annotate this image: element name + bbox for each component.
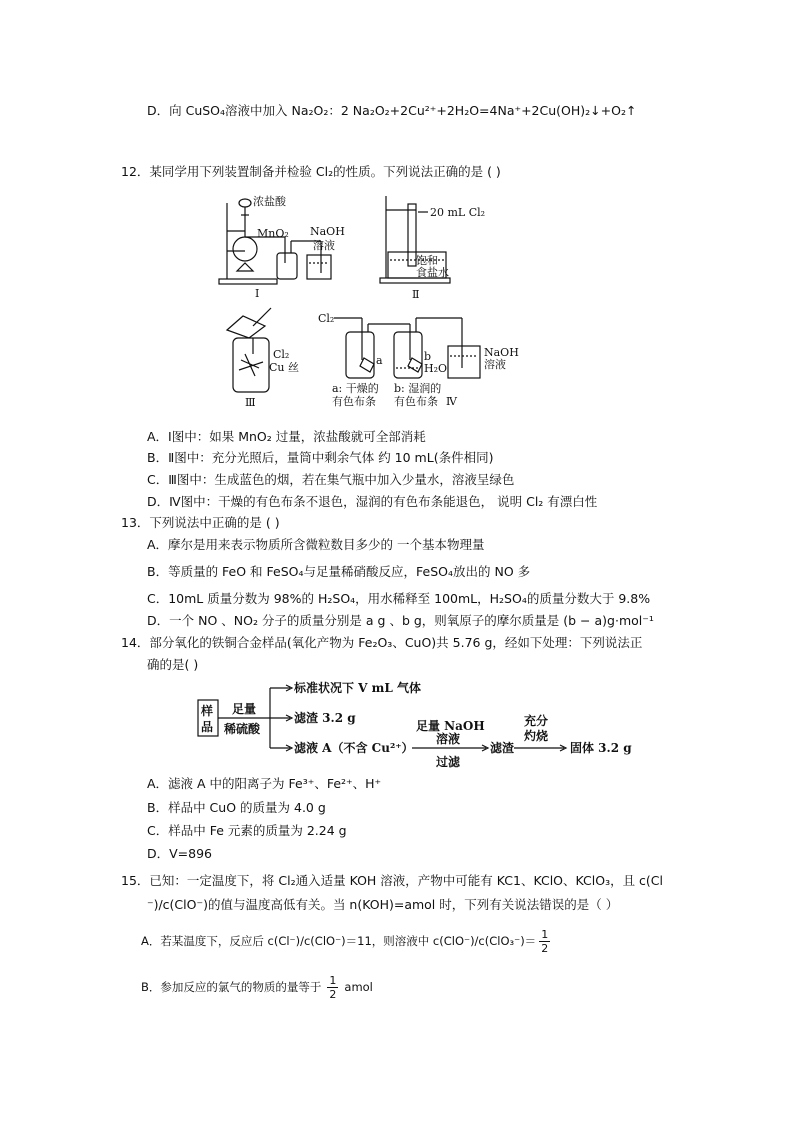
- fig4-caption-b1: b: 湿润的: [394, 382, 442, 395]
- q15-option-a-text: A．若某温度下，反应后 c(Cl⁻)/c(ClO⁻)＝11，则溶液中 c(ClO⁻)/c(ClO₃⁻)＝: [141, 934, 537, 948]
- flow-solid-label: 固体 3.2 g: [570, 741, 632, 755]
- fig2-label: Ⅱ: [412, 288, 420, 301]
- q15-option-b: [141, 974, 373, 1001]
- q12-option-c: C．Ⅲ图中：生成蓝色的烟，若在集气瓶中加入少量水，溶液呈绿色: [147, 472, 515, 487]
- fig1-naoh-label: NaOH: [310, 225, 345, 238]
- flow-residue-label: 滤渣 3.2 g: [294, 711, 356, 725]
- apparatus-figure-1: [215, 193, 345, 298]
- q12-stem: 12．某同学用下列装置制备并检验 Cl₂的性质。下列说法正确的是 ( ): [121, 164, 501, 179]
- fig1-mno2-label: MnO₂: [257, 227, 289, 240]
- q14-option-c: C．样品中 Fe 元素的质量为 2.24 g: [147, 823, 347, 838]
- fig4-b-label: b: [424, 350, 432, 363]
- fig1-solution-label: 溶液: [313, 239, 335, 252]
- fig2-brine-label: 食盐水: [416, 266, 449, 279]
- flow-burn-label1: 充分: [524, 714, 549, 728]
- q13-option-b: B．等质量的 FeO 和 FeSO₄与足量稀硝酸反应，FeSO₄放出的 NO 多: [147, 564, 531, 579]
- q14-option-d: D．V=896: [147, 846, 213, 861]
- flow-gas-label: 标准状况下 V mL 气体: [294, 681, 421, 695]
- fig4-naoh-label: NaOH: [484, 346, 519, 359]
- apparatus-figure-4: [318, 310, 538, 410]
- flow-acid-name: 稀硫酸: [224, 722, 261, 736]
- q11-option-d: D．向 CuSO₄溶液中加入 Na₂O₂：2 Na₂O₂+2Cu²⁺+2H₂O=4Na⁺+2Cu(OH)₂↓+O₂↑: [147, 103, 637, 118]
- fig4-cl2-label: Cl₂: [318, 312, 335, 325]
- q12-option-d: D．Ⅳ图中：干燥的有色布条不退色，湿润的有色布条能退色， 说明 Cl₂ 有漂白性: [147, 494, 598, 509]
- q15-stem-line2: ⁻)/c(ClO⁻)的值与温度高低有关。当 n(KOH)=amol 时，下列有关说法错误的是（ ）: [147, 897, 619, 912]
- flow-residue2-label: 滤渣: [490, 741, 515, 755]
- q14-option-a: A．滤液 A 中的阳离子为 Fe³⁺、Fe²⁺、H⁺: [147, 776, 382, 791]
- flow-sample-char2: 品: [201, 720, 214, 734]
- q12-option-b: B．Ⅱ图中：充分光照后，量筒中剩余气体 约 10 mL(条件相同): [147, 450, 494, 465]
- fig4-caption-a1: a: 干燥的: [332, 382, 379, 395]
- q13-option-a: A．摩尔是用来表示物质所含微粒数目多少的 一个基本物理量: [147, 537, 485, 552]
- q15-option-a-numerator: 1: [541, 928, 549, 941]
- q14-flow-chart: [194, 680, 634, 770]
- q15-stem-line1: 15．已知：一定温度下，将 Cl₂通入适量 KOH 溶液，产物中可能有 KC1、KClO、KClO₃，且 c(Cl: [121, 873, 663, 888]
- fig3-cu-label: Cu 丝: [269, 361, 299, 374]
- q15-option-b-numerator: 1: [329, 974, 337, 987]
- fig4-caption-b2: 有色布条: [394, 395, 438, 408]
- q14-option-b: B．样品中 CuO 的质量为 4.0 g: [147, 800, 326, 815]
- fig1-label: Ⅰ: [255, 287, 260, 300]
- fig2-sat-label: 饱和: [416, 254, 438, 267]
- q13-option-c: C．10mL 质量分数为 98%的 H₂SO₄，用水稀释至 100mL，H₂SO₄的质量分数大于 9.8%: [147, 591, 651, 606]
- fig4-h2o-label: H₂O: [424, 362, 448, 375]
- q15-option-a: [141, 928, 553, 955]
- q15-option-b-unit: amol: [344, 980, 373, 994]
- apparatus-figure-3: [223, 304, 298, 409]
- flow-filtrate-label: 滤液 A（不含 Cu²⁺）: [294, 741, 414, 755]
- q13-option-d: D．一个 NO 、NO₂ 分子的质量分别是 a g 、b g，则氧原子的摩尔质量是 (b − a)g·mol⁻¹: [147, 613, 654, 628]
- q15-option-b-fraction: [327, 974, 338, 1001]
- flow-naoh-solution: 溶液: [436, 732, 461, 746]
- apparatus-figure-2: [376, 192, 491, 300]
- flow-naoh-label: 足量 NaOH: [416, 719, 485, 733]
- fig4-a-label: a: [376, 354, 383, 367]
- fig4-caption-a2: 有色布条: [332, 395, 376, 408]
- fig1-hcl-label: 浓盐酸: [253, 195, 286, 208]
- flow-burn-label2: 灼烧: [524, 729, 549, 743]
- fig3-label: Ⅲ: [245, 396, 256, 409]
- flow-acid-amount: 足量: [232, 702, 257, 716]
- q12-option-a: A．Ⅰ图中：如果 MnO₂ 过量，浓盐酸就可全部消耗: [147, 429, 426, 444]
- flow-sample-char1: 样: [201, 704, 214, 718]
- q15-option-a-denominator: 2: [541, 942, 549, 955]
- q15-option-b-text: B．参加反应的氯气的物质的量等于: [141, 980, 322, 994]
- q14-stem-line2: 确的是( ): [147, 657, 199, 672]
- fig3-cl2-label: Cl₂: [273, 348, 290, 361]
- q15-option-b-denominator: 2: [329, 988, 337, 1001]
- fig4-solution-label: 溶液: [484, 358, 506, 371]
- q14-stem-line1: 14．部分氧化的铁铜合金样品(氧化产物为 Fe₂O₃、CuO)共 5.76 g，经如下处理：下列说法正: [121, 635, 643, 650]
- flow-filter-label: 过滤: [436, 755, 461, 769]
- fig2-volume-label: 20 mL Cl₂: [430, 206, 486, 219]
- fig4-label: Ⅳ: [446, 395, 457, 408]
- q13-stem: 13．下列说法中正确的是 ( ): [121, 515, 280, 530]
- q15-option-a-fraction: [539, 928, 550, 955]
